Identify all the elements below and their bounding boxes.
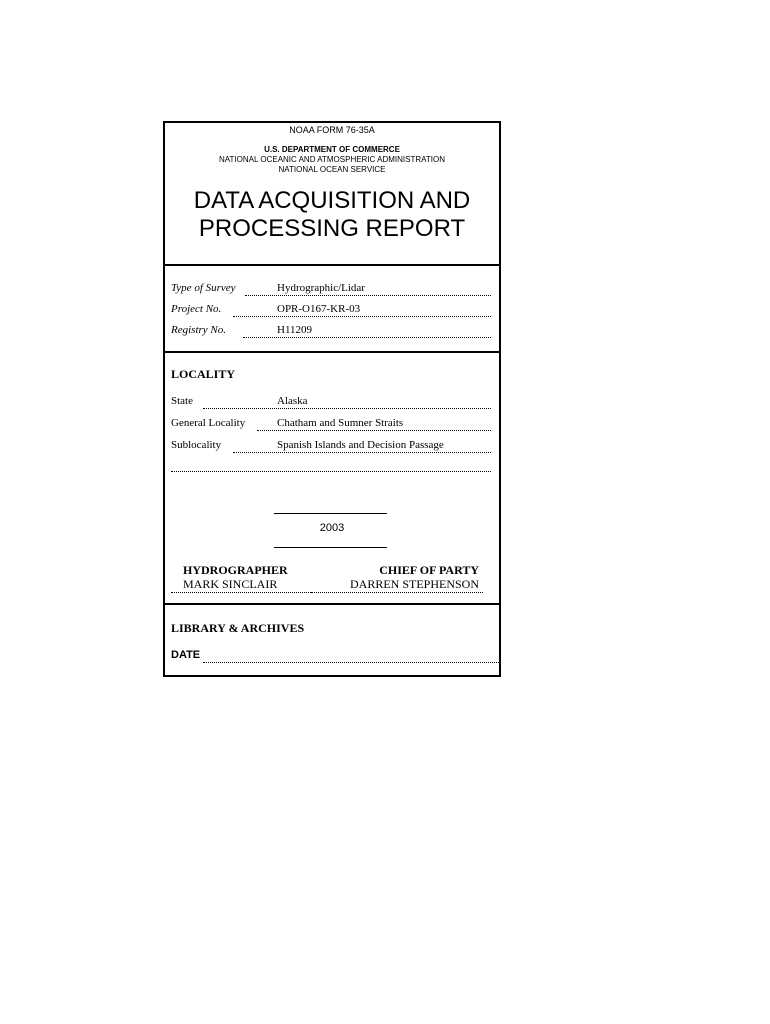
chief-of-party-name: DARREN STEPHENSON bbox=[311, 577, 483, 593]
sublocality-label: Sublocality bbox=[171, 439, 222, 451]
department-name: U.S. DEPARTMENT OF COMMERCE bbox=[264, 145, 400, 154]
state-row bbox=[171, 395, 491, 409]
registry-number-row bbox=[171, 324, 491, 338]
registry-number-value: H11209 bbox=[277, 324, 313, 336]
state-label: State bbox=[171, 395, 193, 407]
report-title-line-2: PROCESSING REPORT bbox=[198, 215, 466, 242]
type-of-survey-value: Hydrographic/Lidar bbox=[277, 282, 365, 294]
form-number: NOAA FORM 76-35A bbox=[289, 125, 375, 135]
year-top-rule bbox=[274, 513, 387, 514]
project-number-row bbox=[171, 303, 491, 317]
sublocality-row bbox=[171, 439, 491, 453]
service-name: NATIONAL OCEAN SERVICE bbox=[278, 165, 386, 174]
registry-number-label: Registry No. bbox=[171, 324, 226, 336]
report-cover-form bbox=[163, 121, 501, 677]
locality-section bbox=[165, 353, 499, 605]
project-number-value: OPR-O167-KR-03 bbox=[277, 303, 361, 315]
library-archives-title: LIBRARY & ARCHIVES bbox=[171, 621, 305, 635]
date-row bbox=[171, 649, 499, 663]
survey-info-section bbox=[165, 266, 499, 353]
type-of-survey-dotted-line bbox=[245, 295, 491, 296]
year-bottom-rule bbox=[274, 547, 387, 548]
date-label: DATE bbox=[171, 649, 201, 661]
form-header bbox=[165, 123, 499, 266]
survey-year: 2003 bbox=[319, 522, 345, 534]
general-locality-dotted-line bbox=[257, 430, 491, 431]
project-number-dotted-line bbox=[233, 316, 491, 317]
general-locality-label: General Locality bbox=[171, 417, 246, 429]
chief-of-party-heading: CHIEF OF PARTY bbox=[379, 563, 479, 577]
report-title-line-1: DATA ACQUISITION AND bbox=[193, 187, 471, 214]
type-of-survey-row bbox=[171, 282, 491, 296]
registry-number-dotted-line bbox=[243, 337, 491, 338]
hydrographer-name: MARK SINCLAIR bbox=[171, 577, 311, 593]
type-of-survey-label: Type of Survey bbox=[171, 282, 236, 294]
general-locality-value: Chatham and Sumner Straits bbox=[277, 417, 404, 429]
sublocality-dotted-line bbox=[233, 452, 491, 453]
report-title bbox=[165, 187, 499, 243]
locality-title: LOCALITY bbox=[171, 367, 236, 381]
sublocality-value: Spanish Islands and Decision Passage bbox=[277, 439, 444, 451]
library-archives-section bbox=[165, 605, 499, 675]
agency-name: NATIONAL OCEANIC AND ATMOSPHERIC ADMINISTRATION bbox=[219, 155, 445, 164]
state-value: Alaska bbox=[277, 395, 308, 407]
state-dotted-line bbox=[203, 408, 491, 409]
blank-dotted-line bbox=[171, 471, 491, 472]
hydrographer-heading: HYDROGRAPHER bbox=[183, 563, 288, 577]
date-dotted-line bbox=[203, 662, 499, 663]
project-number-label: Project No. bbox=[171, 303, 222, 315]
general-locality-row bbox=[171, 417, 491, 431]
